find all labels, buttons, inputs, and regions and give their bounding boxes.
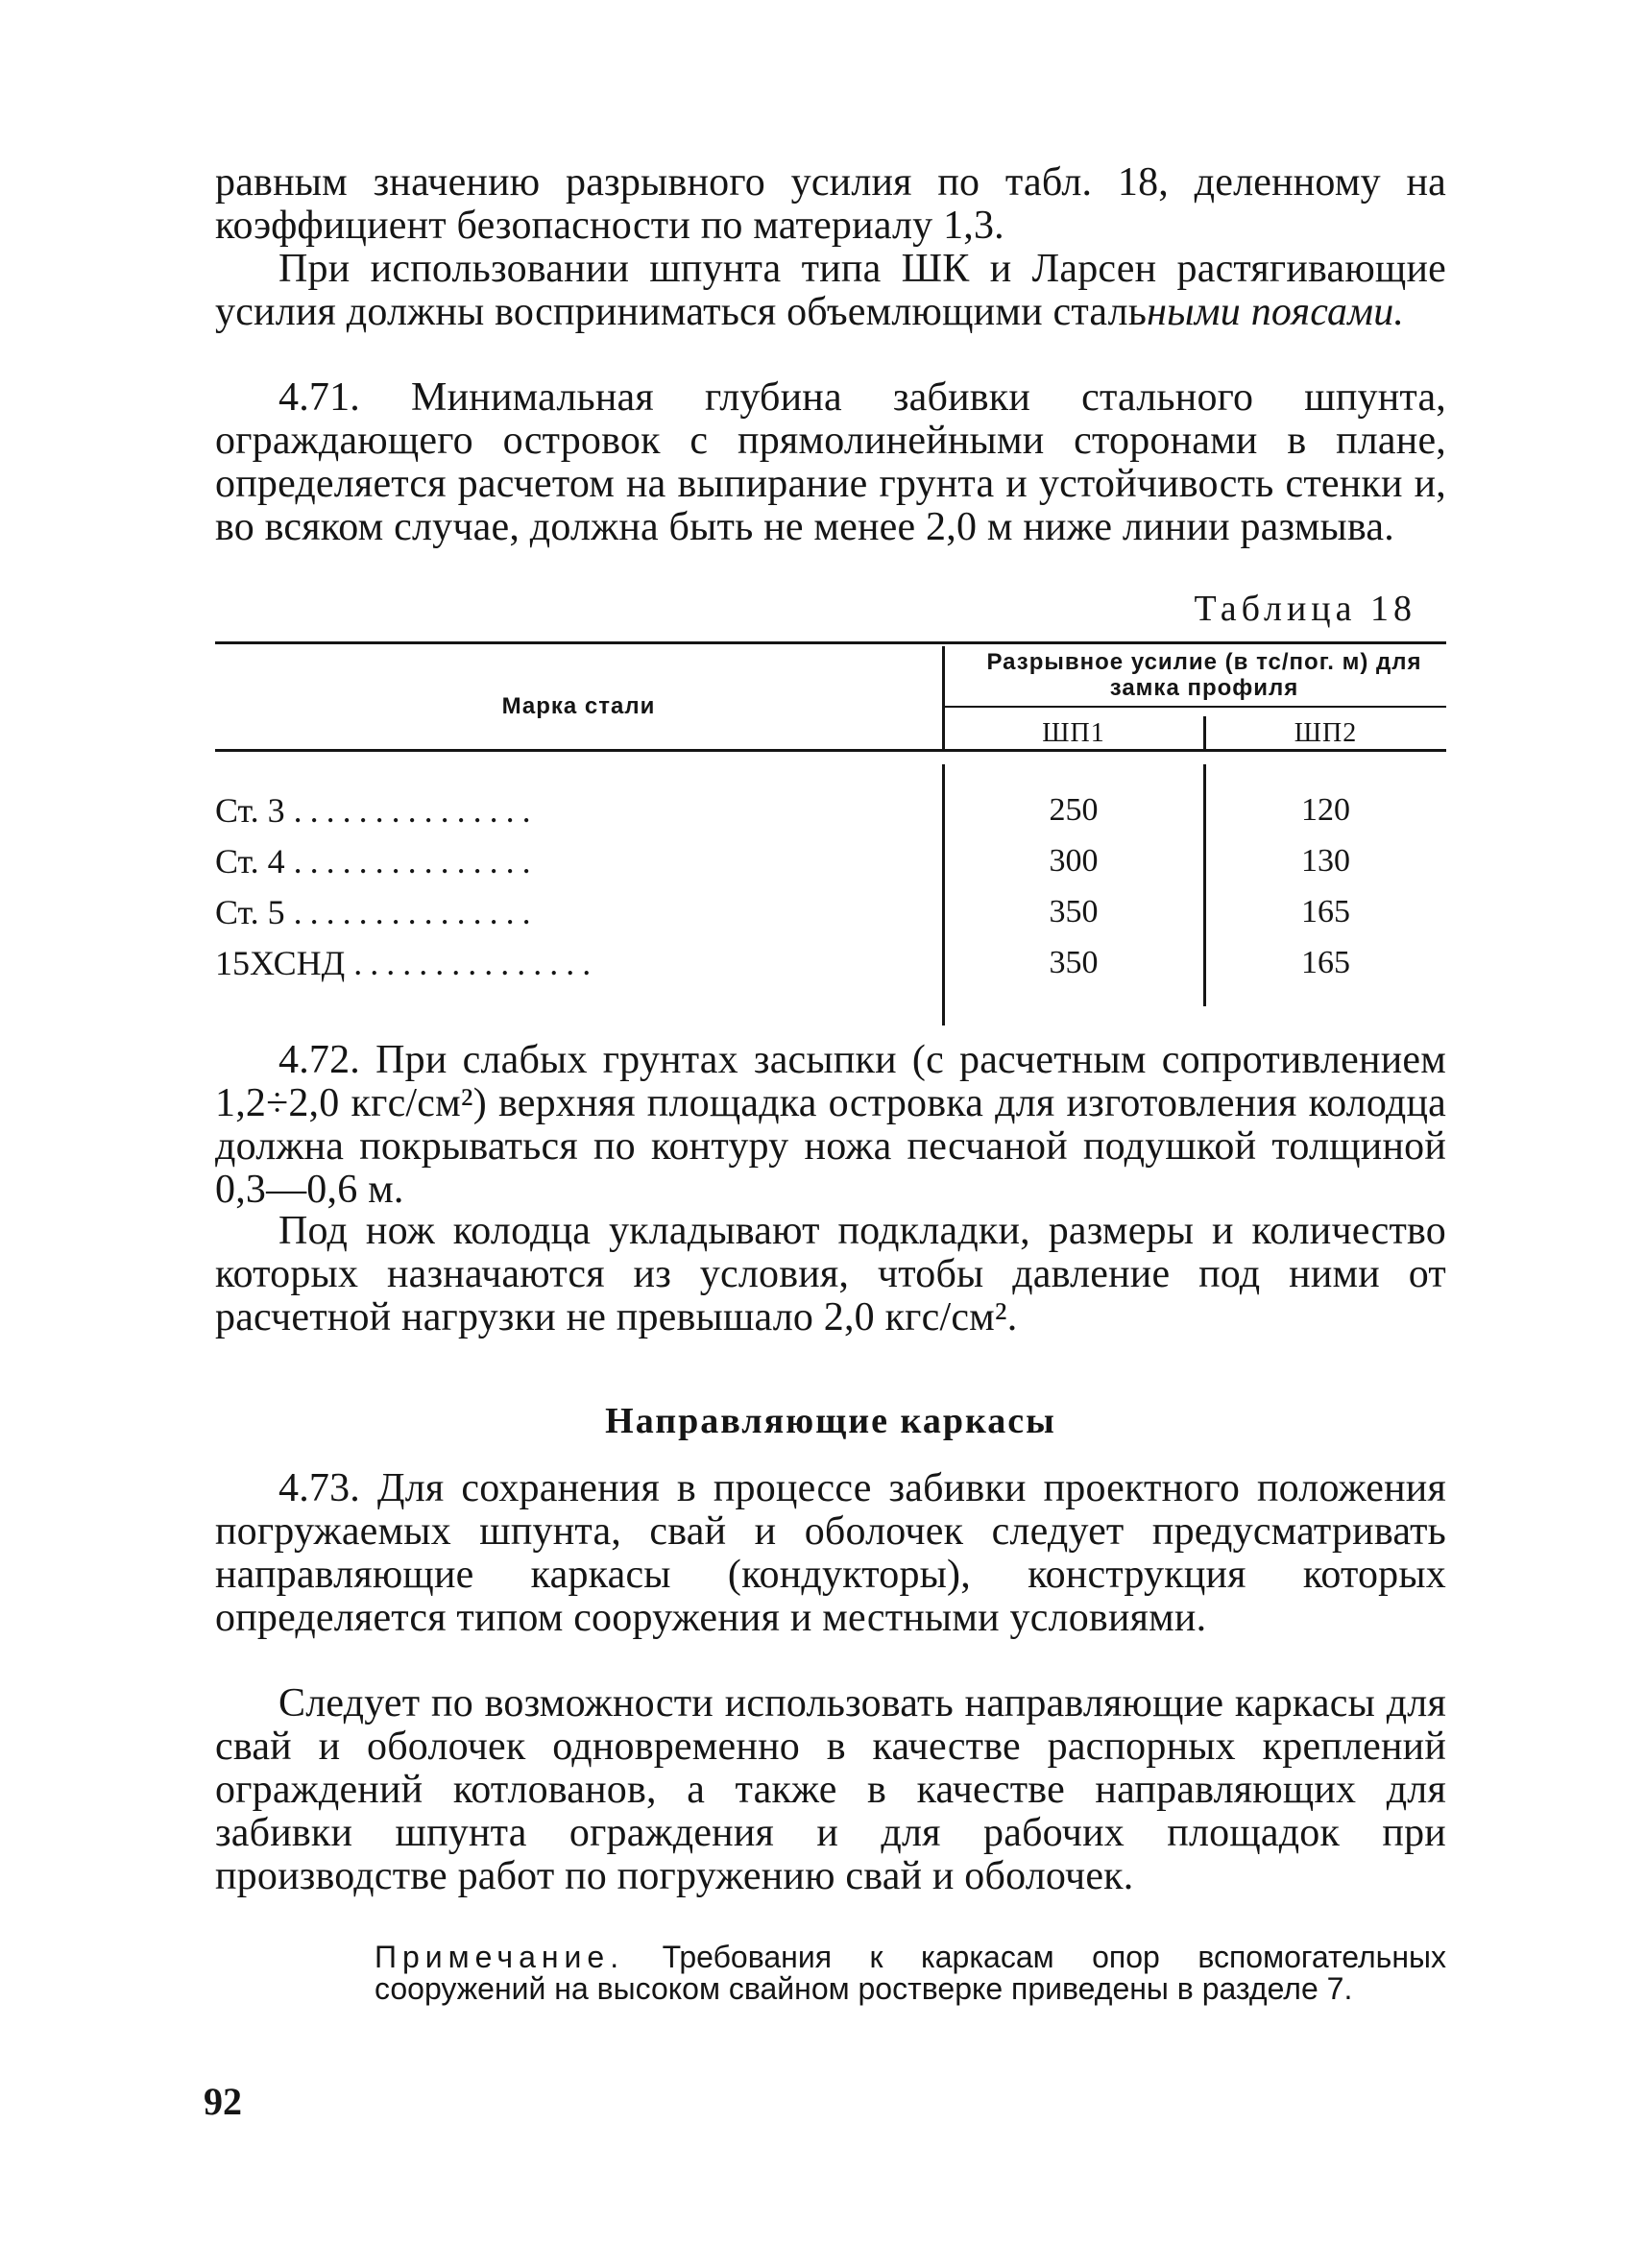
paragraph-block <box>215 248 1446 334</box>
column-group-header: Разрывное усилие (в тс/пог. м) для замка профиля <box>986 649 1422 701</box>
paragraph-larsen <box>215 248 1446 334</box>
table-row <box>215 838 1446 888</box>
table-row <box>215 940 1446 990</box>
paragraph-group-top <box>215 161 1446 248</box>
paragraph-continuation: равным значению разрывного усилия по табл. 18, деленному на коэффициент безопасности по материалу 1,3. <box>215 160 1446 248</box>
cell-mark <box>215 940 926 986</box>
paragraph-frames-use: Следует по возможности использовать направляющие каркасы для свай и оболочек одновременно в качестве распорных креплений ограждений котлованов, а также в качестве направляющих для забивки шпунта ограждения и для рабочих площадок при производстве работ по погружению свай и оболочек. <box>215 1681 1446 1898</box>
paragraph-4-72: 4.72. При слабых грунтах засыпки (с расчетным сопротивлением 1,2÷2,0 кгс/см²) верхняя площадка островка для изготовления колодца должна покрываться по контуру ножа песчаной подушкой толщиной 0,3—0,6 м. <box>215 1038 1446 1212</box>
leader-dots: ............... <box>293 842 539 881</box>
table-row <box>215 787 1446 837</box>
column-header-mark: Марка стали <box>501 693 656 719</box>
paragraph-4-73: 4.73. Для сохранения в процессе забивки проектного положения погружаемых шпунта, свай и оболочек следует предусматривать направляющие каркасы (кондукторы), конструкция которых определяется типом сооружения и местными условиями. <box>215 1466 1446 1640</box>
paragraph-block <box>215 1682 1446 1898</box>
cell-shp2: 130 <box>1301 843 1350 879</box>
leader-dots: ............... <box>293 893 539 931</box>
steel-mark: 15ХСНД <box>215 944 346 982</box>
steel-mark: Ст. 4 <box>215 842 285 881</box>
note-label: Примечание. <box>375 1940 625 1974</box>
leader-dots: ............... <box>293 791 539 830</box>
cell-shp2: 165 <box>1301 945 1350 980</box>
table-group-rule <box>944 706 1446 708</box>
note-text: Требования к каркасам опор вспомогательных сооружений на высоком свайном ростверке приведены в разделе 7. <box>375 1940 1447 2006</box>
cell-mark <box>215 838 926 884</box>
cell-shp2: 120 <box>1301 792 1350 828</box>
steel-table <box>215 641 1446 1025</box>
cell-shp1: 300 <box>1049 843 1099 879</box>
steel-mark: Ст. 5 <box>215 893 285 931</box>
paragraph-block <box>215 1210 1446 1339</box>
column-header-shp2: ШП2 <box>1294 718 1358 748</box>
cell-mark <box>215 787 926 833</box>
table-header-rule <box>215 749 1446 752</box>
cell-shp1: 350 <box>1049 945 1099 980</box>
cell-mark <box>215 889 926 935</box>
cell-shp2: 165 <box>1301 894 1350 929</box>
paragraph-pads: Под нож колодца укладывают подкладки, размеры и количество которых назначаются из условия, чтобы давление под ними от расчетной нагрузки не превышало 2,0 кгс/см². <box>215 1209 1446 1339</box>
footnote <box>375 1942 1446 2005</box>
paragraph-emphasis: ными поясами. <box>1147 290 1405 334</box>
column-header-shp1: ШП1 <box>1042 718 1105 748</box>
paragraph-4-71: 4.71. Минимальная глубина забивки стального шпунта, ограждающего островок с прямолинейными сторонами в плане, определяется расчетом на выпирание грунта и устойчивость стенки и, во всяком случае, должна быть не менее 2,0 м ниже линии размыва. <box>215 375 1446 549</box>
steel-mark: Ст. 3 <box>215 791 285 830</box>
paragraph-block <box>215 376 1446 549</box>
paragraph-block <box>215 1467 1446 1640</box>
paragraph-text: При использовании шпунта типа ШК и Ларсен растягивающие усилия должны восприниматься объемлющими сталь <box>215 247 1446 334</box>
leader-dots: ............... <box>353 944 599 982</box>
table-top-rule <box>215 641 1446 644</box>
page-number: 92 <box>204 2080 242 2123</box>
table-row <box>215 889 1446 939</box>
cell-shp1: 350 <box>1049 894 1099 929</box>
paragraph-block <box>215 1039 1446 1212</box>
table-caption: Таблица 18 <box>1194 589 1416 629</box>
cell-shp1: 250 <box>1049 792 1099 828</box>
section-heading: Направляющие каркасы <box>605 1401 1056 1441</box>
